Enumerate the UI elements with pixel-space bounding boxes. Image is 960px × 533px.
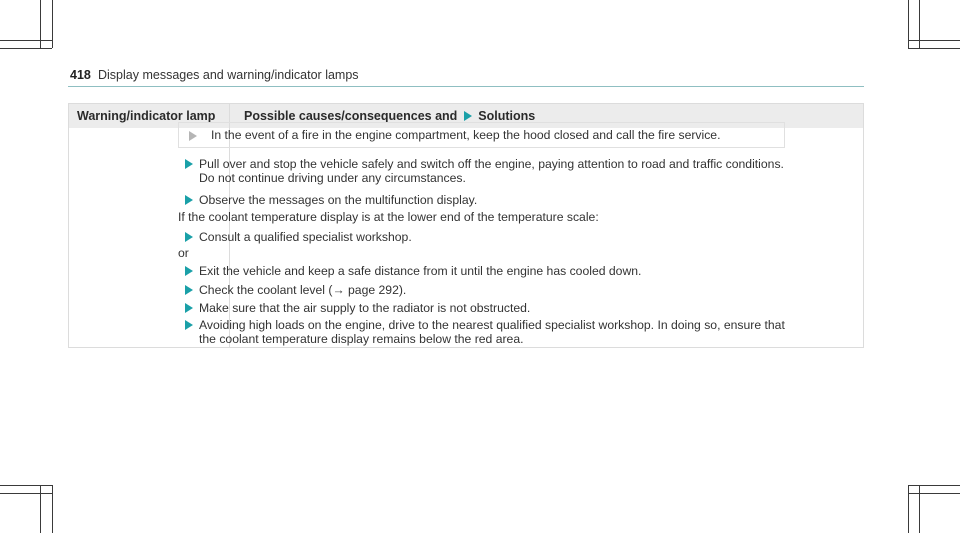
step-text: Consult a qualified specialist workshop. <box>199 230 412 244</box>
step-text: Avoiding high loads on the engine, drive to the nearest qualified specialist workshop. In doing so, ensure that the coolant temperature display remains below the red area. <box>199 318 785 346</box>
step-text: Observe the messages on the multifunction display. <box>199 193 478 207</box>
step-text: Check the coolant level (→ page 292). <box>199 283 407 297</box>
arrow-right-icon <box>185 320 193 330</box>
crop-mark <box>52 0 53 48</box>
crop-mark <box>908 485 960 486</box>
section-title: Display messages and warning/indicator lamps <box>98 68 359 82</box>
crop-mark <box>0 485 52 486</box>
header-rule <box>68 86 864 87</box>
step-text: Pull over and stop the vehicle safely and switch off the engine, paying attention to road and traffic conditions. Do not continue driving under any circumstances. <box>199 157 784 185</box>
arrow-right-icon <box>464 111 472 121</box>
warning-box <box>178 122 785 148</box>
column-header-causes-label: Possible causes/consequences and <box>244 109 458 123</box>
warning-text: In the event of a fire in the engine compartment, keep the hood closed and call the fire service. <box>211 128 721 142</box>
step-text: Exit the vehicle and keep a safe distance from it until the engine has cooled down. <box>199 264 642 278</box>
column-header-lamp: Warning/indicator lamp <box>77 109 216 123</box>
crop-mark <box>0 48 52 49</box>
crop-mark <box>908 40 960 41</box>
crop-mark <box>0 493 52 494</box>
or-label: or <box>178 246 189 260</box>
arrow-right-icon <box>185 266 193 276</box>
arrow-right-icon <box>185 285 193 295</box>
arrow-right-icon <box>185 303 193 313</box>
arrow-right-icon <box>185 195 193 205</box>
column-header-causes <box>244 109 535 123</box>
crop-mark <box>0 40 52 41</box>
page-number: 418 <box>70 68 91 82</box>
arrow-right-icon <box>185 159 193 169</box>
crop-mark <box>908 493 960 494</box>
column-header-solutions-label: Solutions <box>478 109 536 123</box>
arrow-right-gray-icon <box>189 131 197 141</box>
crop-mark <box>52 485 53 533</box>
step-text: Make sure that the air supply to the radiator is not obstructed. <box>199 301 531 315</box>
condition-text: If the coolant temperature display is at the lower end of the temperature scale: <box>178 210 599 224</box>
crop-mark <box>908 48 960 49</box>
arrow-right-icon <box>185 232 193 242</box>
